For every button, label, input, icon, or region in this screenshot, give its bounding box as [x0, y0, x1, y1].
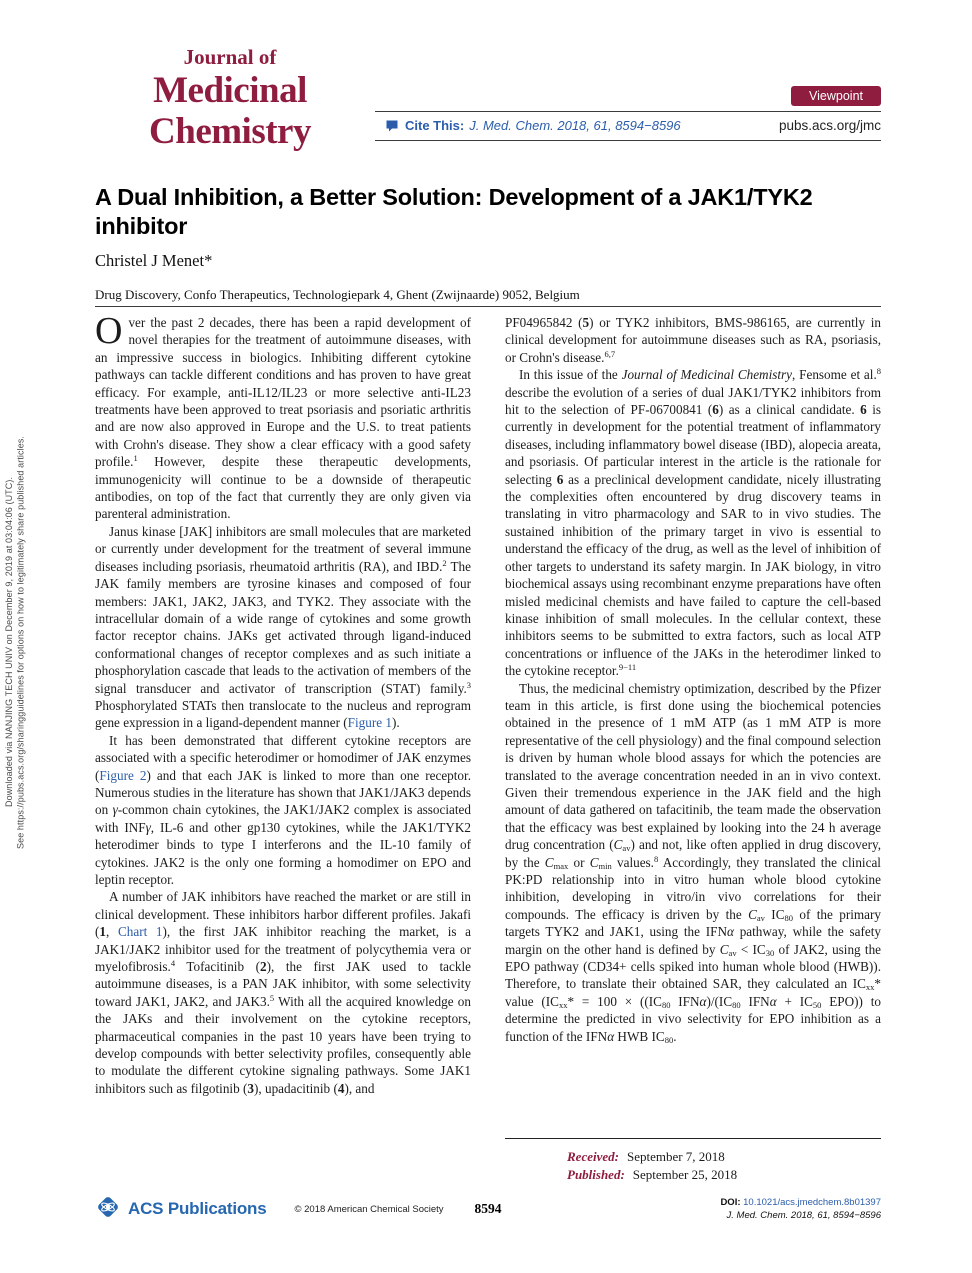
body-paragraph: Janus kinase [JAK] inhibitors are small molecules that are marketed or currently under development for the treatment of several immune diseases including psoriasis, rheumatoid arthritis (RA), and IBD.$^2$ The JAK family members are tyrosine kinases and composed of four members: JAK1, JAK2, JAK3, and TYK2. They associate with the intracellular domain of a wide range of cytokines and some growth factor receptor chains. JAKs get activated through ligand-induced conformational changes of receptor complexes and as such initiate a phosphorylation cascade that leads to the activation of members of the signal transducer and activator of transcription (STAT) family.$^3$ Phosphorylated STATs then translocate to the nucleus and reprogram gene expression in a ligand-dependent manner (Figure 1).: [95, 523, 471, 731]
published-date: September 25, 2018: [632, 1166, 738, 1182]
download-watermark: [4, 372, 27, 912]
body-paragraph: It has been demonstrated that different cytokine receptors are associated with a specific heterodimer or homodimer of JAK enzymes (Figure 2) and that each JAK is linked to more than one receptor. Numerous studies in the literature has shown that JAK1/JAK3 depends on γ-common chain cytokines, the JAK1/JAK2 complex is associated with INFγ, IL-6 and other gp130 cytokines, while the JAK1/TYK2 heterodimer binds to type I interferons and the IL-10 family of cytokines. JAK2 is the only one forming a homodimer on EPO and leptin receptor.: [95, 732, 471, 887]
header: [375, 86, 881, 141]
journal-logo-line3: Chemistry: [149, 111, 311, 152]
body-paragraph: PF04965842 (5) or TYK2 inhibitors, BMS-986165, are currently in clinical development for autoimmune diseases such as RA, psoriasis, or Crohn's disease.$^{6,7}$: [505, 315, 881, 365]
divider: [95, 306, 881, 307]
doi-block: [720, 1196, 881, 1222]
acs-logo-icon: [95, 1194, 121, 1225]
doi-row: [720, 1196, 881, 1209]
published-label: Published:: [567, 1166, 625, 1182]
journal-logo-line1: Journal of: [183, 45, 277, 69]
author-affiliation: Drug Discovery, Confo Therapeutics, Technologiepark 4, Ghent (Zwijnaarde) 9052, Belgium: [95, 287, 580, 302]
article-body: [95, 314, 881, 1185]
right-column: [505, 314, 881, 1185]
journal-logo: [128, 44, 332, 152]
doi-label: DOI:: [720, 1197, 741, 1208]
received-label: Received:: [567, 1149, 619, 1164]
cite-row: [375, 112, 881, 140]
author-name: Christel J Menet*: [95, 251, 213, 270]
watermark-line-1: Downloaded via NANJING TECH UNIV on December 9, 2019 at 03:04:06 (UTC).: [4, 476, 14, 808]
paragraph-text: ver the past 2 decades, there has been a rapid development of novel therapies for the treatment of autoimmune diseases, with an impressive success in biologics. Inhibiting different cytokine pathways can tackle different conditions and has proven to have great efficacy. For example, anti-IL12/IL23 or more selective anti-IL23 treatments have been approved to treat psoriasis and psoriatic arthritis and are now also approved in Europe and the U.S. to treat patients with Crohn's disease. They show a clear efficacy with a good safety profile.$^1$ However, despite these therapeutic developments, immunogenicity will continue to be a downside of therapeutic antibodies, on top of the fact that currently they are only given via parenteral administration.: [95, 315, 471, 522]
badge-row: [375, 86, 881, 106]
text-link[interactable]: Chart 1: [117, 924, 163, 940]
acs-publications-logo[interactable]: [95, 1194, 267, 1225]
left-column: [95, 314, 471, 1185]
copyright-notice: © 2018 American Chemical Society: [294, 1203, 444, 1215]
doi-link[interactable]: 10.1021/acs.jmedchem.8b01397: [743, 1197, 881, 1208]
acs-publications-label: ACS Publications: [128, 1199, 267, 1218]
cite-this-reference[interactable]: J. Med. Chem. 2018, 61, 8594−8596: [469, 118, 681, 133]
divider: [375, 140, 881, 141]
body-paragraph: [95, 314, 471, 523]
cite-icon[interactable]: [385, 119, 399, 133]
page-number: 8594: [474, 1201, 502, 1216]
dropcap: O: [95, 314, 123, 352]
cite-this-label[interactable]: Cite This:: [405, 118, 465, 133]
published-row: [567, 1166, 881, 1184]
journal-citation: J. Med. Chem. 2018, 61, 8594−8596: [726, 1210, 881, 1221]
article-type-badge: Viewpoint: [791, 86, 881, 106]
page-footer: [95, 1192, 881, 1226]
page-title: A Dual Inhibition, a Better Solution: Development of a JAK1/TYK2 inhibitor: [95, 184, 813, 239]
journal-logo-line2: Medicinal: [153, 70, 307, 111]
article-history-box: [505, 1138, 881, 1185]
body-paragraph: In this issue of the Journal of Medicinal Chemistry, Fensome et al.$^8$ describe the evolution of a series of dual JAK1/TYK2 inhibitors from hit to the selection of PF-06700841 (6) as a clinical candidate. 6 is currently in development for the potential treatment of inflammatory diseases, including inflammatory bowel disease (IBD), alopecia areata, and psoriasis. Of particular interest in the article is the rationale for selecting 6 as a preclinical development candidate, nicely illustrating the complexities often encountered by drug discovery teams in translating in vitro pharmacology and SAR to in vivo studies. The sustained inhibition of the primary target in vivo is essential to understand the efficacy of the drug, as well as the level of inhibition of other targets to understand its safety margin. In JAK biology, in vitro biochemical assays using recombinant enzyme preparations have often misled medicinal chemists and have failed to capture the cell-based kinase inhibition of small molecules. In the cellular context, these inhibitors seems to be submitted to extra factors, such as local ATP concentrations or influence of the JAKs in the heterodimer linked to the cytokine receptor.$^{9-11}$: [505, 366, 881, 679]
text-link[interactable]: Figure 1: [347, 715, 392, 731]
body-paragraph: A number of JAK inhibitors have reached the market or are still in clinical development. These inhibitors harbor different profiles. Jakafi (1, Chart 1), the first JAK inhibitor reaching the market, is a JAK1/JAK2 inhibitor used for the treatment of polycythemia vera or myelofibrosis.$^4$ Tofacitinib (2), the first JAK used to tackle autoimmune diseases, is a PAN JAK inhibitor, with some selectivity toward JAK1, JAK2, and JAK3.$^5$ With all the acquired knowledge on the JAKs and their involvement on the cytokine receptors, pharmaceutical companies in the past 10 years have been trying to develop compounds with better selectivity profiles, consequently able to modulate the different cytokine signaling pathways. Some JAK1 inhibitors such as filgotinib (3), upadacitinib (4), and: [95, 889, 471, 1096]
journal-url-link[interactable]: pubs.acs.org/jmc: [778, 118, 881, 133]
received-row: [567, 1148, 881, 1166]
received-date: September 7, 2018: [626, 1149, 725, 1164]
body-paragraph: Thus, the medicinal chemistry optimization, described by the Pfizer team in this article, is first done using the biochemical potencies obtained in the presence of 1 mM ATP (as 1 mM ATP is more representative of the cell physiology) and the final compound selection is driven by human whole blood assays for which the potencies are translated to the average concentration needed in an in vivo context. Given their tremendous experience in the JAK field and the high amount of data gathered on tafacitinib, the team made the observation that the efficacy was best explained by looking into the 24 h average drug concentration $(C_{av})$ and not, like often applied in drug discovery, by the $C_{max}$ or $C_{min}$ values.$^8$ Accordingly, they translated the clinical PK:PD relationship into in vitro human whole blood cytokine inhibition, developing in vitro/in vivo correlations for their compounds. The efficacy is driven by the $C_{av}$ $IC_{80}$ of the primary targets TYK2 and JAK1, using the IFNα pathway, while the safety margin on the other hand is defined by $C_{av} < IC_{30}$ of JAK2, using the EPO pathway (CD34+ cells spiked into human whole blood (HWB)). Therefore, to translate their obtained SAR, they calculated an $IC_{xx}*$ value ($IC_{xx}* = 100 \times ((IC_{80}$ $IFN\alpha)/(IC_{80}$ $IFN\alpha + IC_{50}$ EPO)) to determine the predicted in vivo selectivity for EPO inhibition as a function of the IFNα HWB $IC_{80}$.: [505, 680, 881, 1045]
text-link[interactable]: Figure 2: [99, 767, 147, 783]
watermark-line-2: See https://pubs.acs.org/sharingguidelines for options on how to legitimately share published articles.: [15, 435, 26, 849]
